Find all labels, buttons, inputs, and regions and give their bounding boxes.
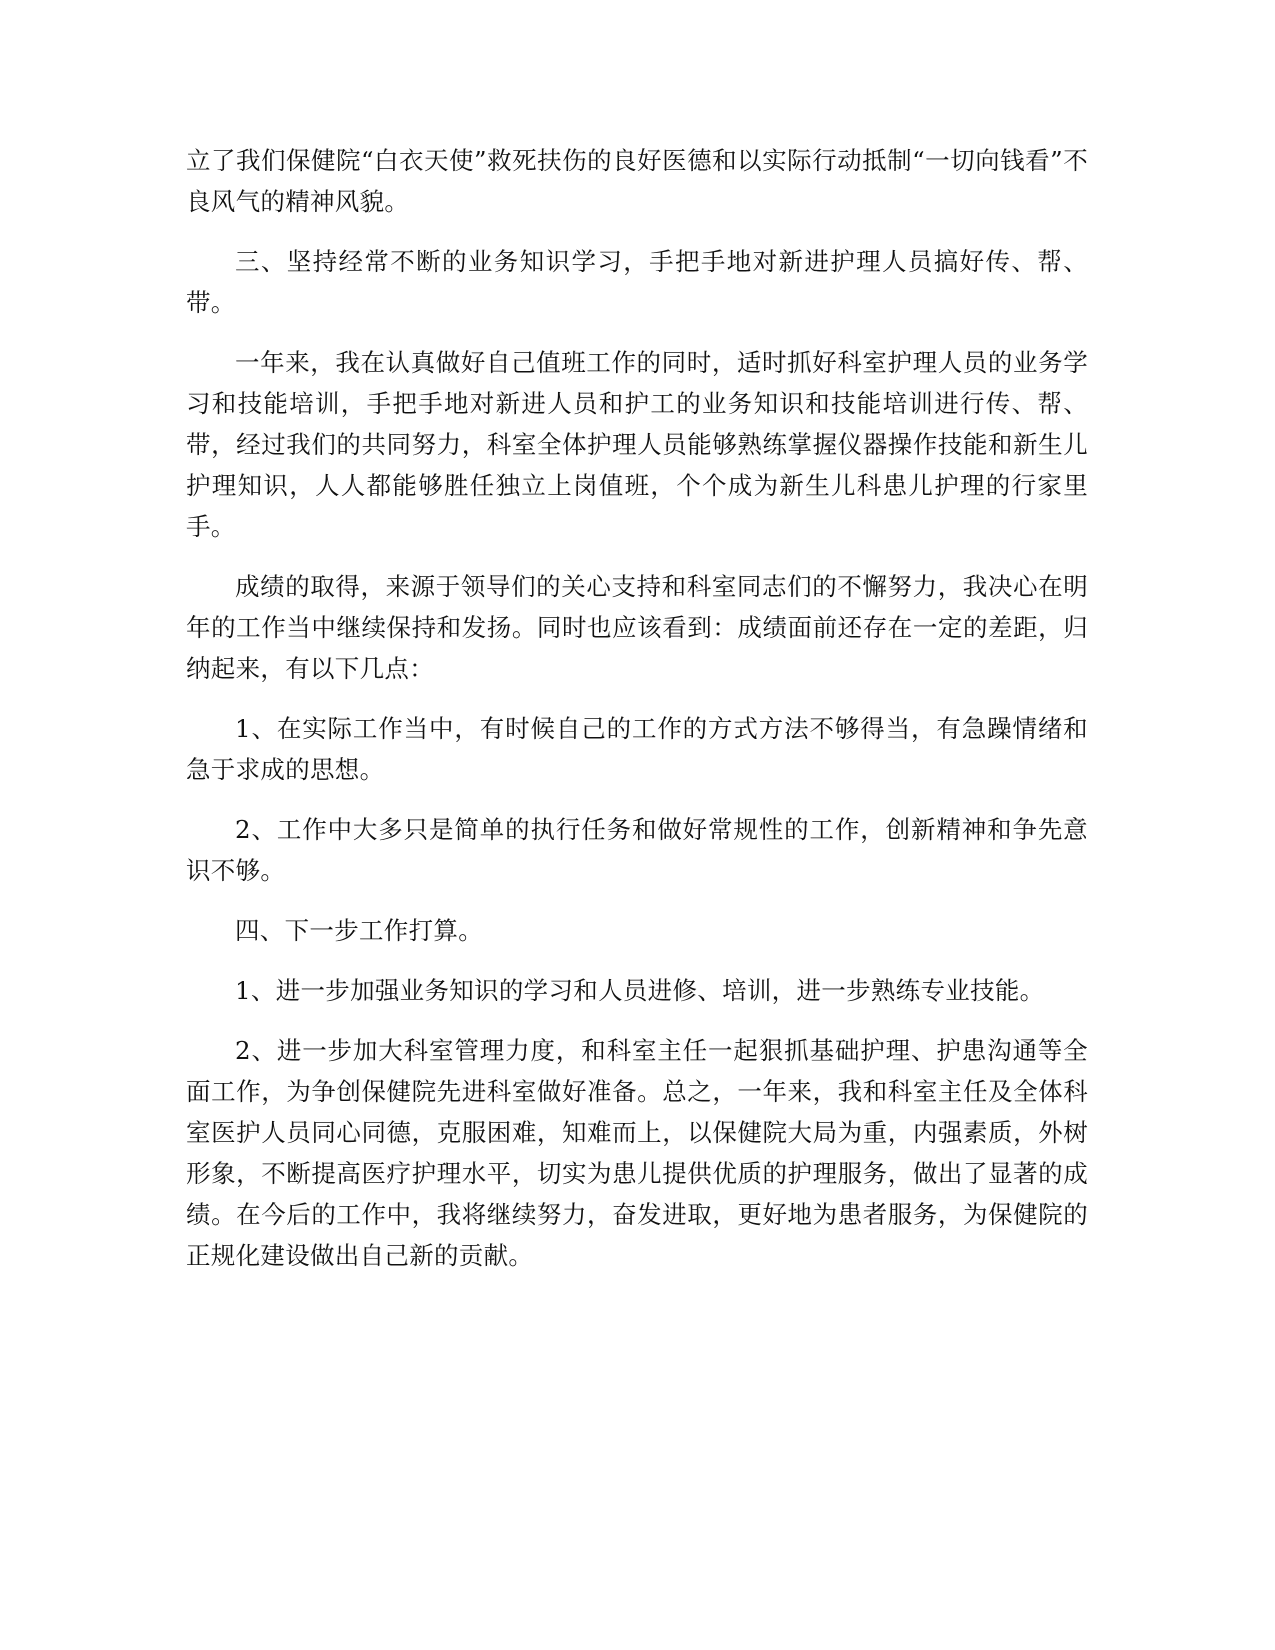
list-item-plan-2: 2、进一步加大科室管理力度，和科室主任一起狠抓基础护理、护患沟通等全面工作，为争创保健院先进科室做好准备。总之，一年来，我和科室主任及全体科室医护人员同心同德，克服困难，知难而上，以保健院大局为重，内强素质，外树形象，不断提高医疗护理水平，切实为患儿提供优质的护理服务，做出了显著的成绩。在今后的工作中，我将继续努力，奋发进取，更好地为患者服务，为保健院的正规化建设做出自己新的贡献。 [186, 1036, 1088, 1270]
section-heading-3: 三、坚持经常不断的业务知识学习，手把手地对新进护理人员搞好传、帮、带。 [186, 247, 1088, 317]
paragraph-achievements: 成绩的取得，来源于领导们的关心支持和科室同志们的不懈努力，我决心在明年的工作当中继续保持和发扬。同时也应该看到：成绩面前还存在一定的差距，归纳起来，有以下几点： [186, 572, 1088, 683]
paragraph-continuation: 立了我们保健院“白衣天使”救死扶伤的良好医德和以实际行动抵制“一切向钱看”不良风气的精神风貌。 [186, 146, 1088, 216]
list-item-shortcoming-2: 2、工作中大多只是简单的执行任务和做好常规性的工作，创新精神和争先意识不够。 [186, 815, 1088, 885]
list-item-plan-1: 1、进一步加强业务知识的学习和人员进修、培训，进一步熟练专业技能。 [235, 976, 1045, 1005]
document-body [186, 140, 1088, 1295]
list-item-shortcoming-1: 1、在实际工作当中，有时候自己的工作的方式方法不够得当，有急躁情绪和急于求成的思想。 [186, 714, 1088, 784]
section-heading-4: 四、下一步工作打算。 [235, 916, 483, 945]
paragraph-training: 一年来，我在认真做好自己值班工作的同时，适时抓好科室护理人员的业务学习和技能培训，手把手地对新进人员和护工的业务知识和技能培训进行传、帮、带，经过我们的共同努力，科室全体护理人员能够熟练掌握仪器操作技能和新生儿护理知识，人人都能够胜任独立上岗值班，个个成为新生儿科患儿护理的行家里手。 [186, 348, 1088, 541]
